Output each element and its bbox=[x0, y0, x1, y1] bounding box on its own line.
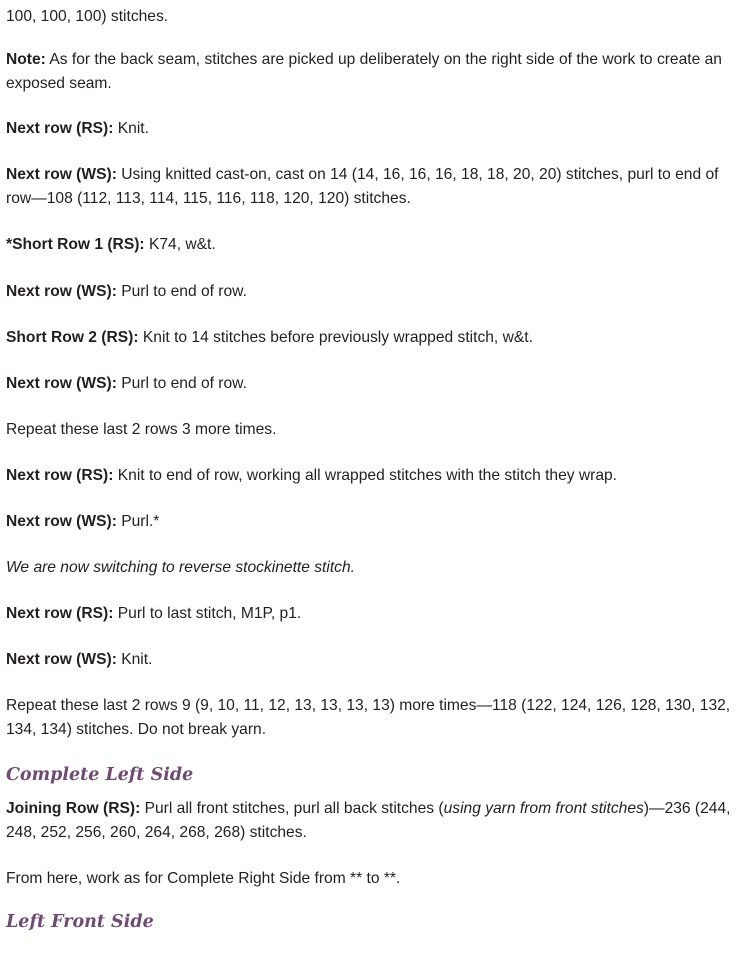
paragraph-short-row-2 bbox=[6, 326, 742, 350]
paragraph-text: Repeat these last 2 rows 9 (9, 10, 11, 12, 13, 13, 13, 13) more times—118 (122, 124, 126, 128, 130, 132, 134, 134) stitches. Do not break yarn. bbox=[6, 697, 731, 738]
paragraph-text: Purl to end of row. bbox=[116, 283, 247, 300]
paragraph-text: 100, 100, 100) stitches. bbox=[6, 8, 169, 25]
paragraph-note bbox=[6, 48, 742, 96]
paragraph-text: Purl.* bbox=[116, 513, 160, 530]
paragraph-joining-row bbox=[6, 797, 742, 845]
paragraph-text: Knit. bbox=[113, 120, 149, 137]
paragraph-text: Purl to end of row. bbox=[116, 375, 247, 392]
paragraph-from-here bbox=[6, 867, 742, 891]
paragraph-label: Next row (WS): bbox=[6, 375, 117, 392]
paragraph-label: Next row (RS): bbox=[6, 467, 114, 484]
paragraph-label: Joining Row (RS): bbox=[6, 800, 141, 817]
paragraph-text: As for the back seam, stitches are picked up deliberately on the right side of the work to create an exposed seam. bbox=[6, 51, 722, 92]
paragraph-label: Next row (WS): bbox=[6, 513, 117, 530]
paragraph-next-row-ws-purl-star bbox=[6, 510, 742, 534]
paragraph-label: Next row (WS): bbox=[6, 166, 117, 183]
paragraph-text: Knit to end of row, working all wrapped stitches with the stitch they wrap. bbox=[113, 467, 618, 484]
paragraph-label: Next row (RS): bbox=[6, 120, 114, 137]
paragraph-stitch-count bbox=[6, 5, 742, 29]
paragraph-text: K74, w&t. bbox=[144, 236, 216, 253]
paragraph-next-row-rs-purl-m1p bbox=[6, 602, 742, 626]
paragraph-label: Next row (WS): bbox=[6, 651, 117, 668]
paragraph-next-row-ws-purl-2 bbox=[6, 372, 742, 396]
section-heading-complete-left-side: Complete Left Side bbox=[6, 765, 194, 785]
paragraph-repeat-3 bbox=[6, 418, 742, 442]
paragraph-text: From here, work as for Complete Right Side from ** to **. bbox=[6, 870, 401, 887]
paragraph-text: )—236 (244, 248, 252, 256, 260, 264, 268, 268) stitches. bbox=[6, 800, 731, 841]
paragraph-label: Next row (WS): bbox=[6, 283, 117, 300]
paragraph-next-row-rs-knit bbox=[6, 117, 742, 141]
paragraph-next-row-ws-cast-on bbox=[6, 163, 742, 211]
paragraph-next-row-ws-purl-1 bbox=[6, 280, 742, 304]
paragraph-repeat-9 bbox=[6, 694, 742, 742]
paragraph-text: Using knitted cast-on, cast on 14 (14, 16, 16, 16, 18, 18, 20, 20) stitches, purl to end of row—108 (112, 113, 114, 115, 116, 118, 120, 120) stitches. bbox=[6, 166, 719, 207]
paragraph-switching-note bbox=[6, 556, 742, 580]
paragraph-label: Short Row 2 (RS): bbox=[6, 329, 139, 346]
paragraph-italic-text: using yarn from front stitches bbox=[443, 800, 644, 817]
paragraph-label: Note: bbox=[6, 51, 46, 68]
paragraph-text: Purl all front stitches, purl all back stitches ( bbox=[140, 800, 444, 817]
paragraph-text: Knit to 14 stitches before previously wrapped stitch, w&t. bbox=[138, 329, 533, 346]
paragraph-text: Repeat these last 2 rows 3 more times. bbox=[6, 421, 277, 438]
paragraph-text: We are now switching to reverse stockinette stitch. bbox=[6, 559, 355, 576]
paragraph-next-row-ws-knit bbox=[6, 648, 742, 672]
paragraph-text: Purl to last stitch, M1P, p1. bbox=[113, 605, 302, 622]
paragraph-next-row-rs-knit-wraps bbox=[6, 464, 742, 488]
paragraph-label: *Short Row 1 (RS): bbox=[6, 236, 145, 253]
paragraph-text: Knit. bbox=[116, 651, 153, 668]
paragraph-label: Next row (RS): bbox=[6, 605, 114, 622]
section-heading-left-front-side: Left Front Side bbox=[6, 912, 154, 932]
paragraph-short-row-1 bbox=[6, 233, 742, 257]
